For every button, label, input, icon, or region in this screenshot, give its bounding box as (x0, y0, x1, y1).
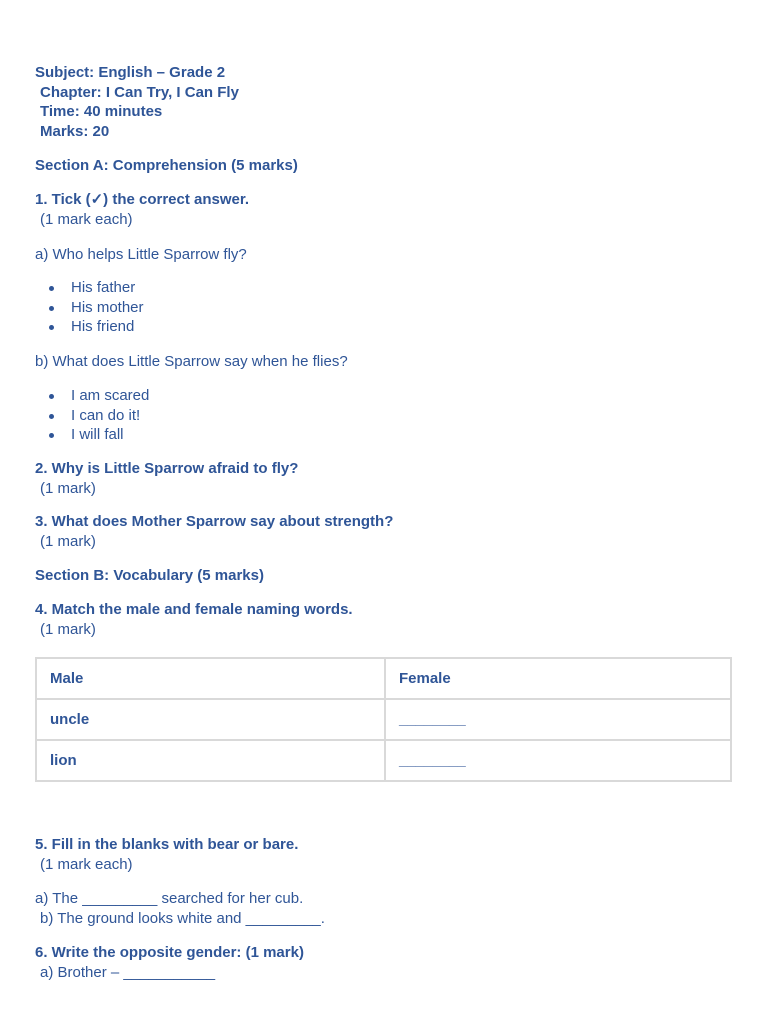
q5-marks: (1 mark each) (40, 855, 133, 873)
table-cell-male: uncle (36, 699, 385, 740)
q1a-options (35, 278, 144, 337)
q5-items (35, 889, 325, 928)
q3-marks: (1 mark) (40, 532, 96, 550)
q1b-question: b) What does Little Sparrow say when he flies? (35, 353, 348, 370)
table-row (36, 740, 731, 781)
match-table (35, 657, 732, 782)
q1a-option: His friend (35, 317, 144, 337)
section-a-title: Section A: Comprehension (5 marks) (35, 157, 298, 174)
q4-marks: (1 mark) (40, 620, 96, 638)
q1a-question: a) Who helps Little Sparrow fly? (35, 246, 247, 263)
q1b-options (35, 386, 149, 445)
table-cell-male: lion (36, 740, 385, 781)
q2-block (35, 459, 298, 498)
q3-block (35, 512, 393, 551)
q2-marks: (1 mark) (40, 479, 96, 497)
check-icon: ✓ (90, 191, 104, 208)
header-block (35, 63, 239, 141)
marks-line: Marks: 20 (40, 122, 110, 140)
q5-block (35, 835, 298, 874)
q1-prefix: 1. Tick ( (35, 191, 91, 208)
q1-marks: (1 mark each) (40, 210, 133, 228)
table-header-male: Male (36, 658, 385, 699)
q4-question: 4. Match the male and female naming words. (35, 601, 353, 618)
q6-block (35, 943, 304, 982)
q1-question (35, 190, 249, 210)
q2-question: 2. Why is Little Sparrow afraid to fly? (35, 460, 299, 477)
subject-line: Subject: English – Grade 2 (35, 64, 226, 81)
q1a-option: His mother (35, 298, 144, 318)
q6-item-a: a) Brother – ___________ (40, 963, 216, 981)
time-line: Time: 40 minutes (40, 103, 163, 120)
chapter-line: Chapter: I Can Try, I Can Fly (40, 83, 239, 101)
q1-block (35, 190, 249, 229)
q4-block (35, 600, 353, 639)
section-b-title: Section B: Vocabulary (5 marks) (35, 567, 264, 584)
table-cell-female-blank: ________ (385, 740, 731, 781)
q5-question: 5. Fill in the blanks with bear or bare. (35, 836, 299, 853)
q5-item-b: b) The ground looks white and _________. (40, 909, 325, 927)
table-header-female: Female (385, 658, 731, 699)
table-row (36, 699, 731, 740)
q3-question: 3. What does Mother Sparrow say about strength? (35, 513, 394, 530)
q1-suffix: ) the correct answer. (103, 191, 250, 208)
table-cell-female-blank: ________ (385, 699, 731, 740)
q5-item-a: a) The _________ searched for her cub. (35, 890, 304, 907)
q1b-option: I will fall (35, 425, 149, 445)
q1b-option: I am scared (35, 386, 149, 406)
q1b-option: I can do it! (35, 406, 149, 426)
q1a-option: His father (35, 278, 144, 298)
q6-question: 6. Write the opposite gender: (1 mark) (35, 944, 304, 961)
table-header-row (36, 658, 731, 699)
